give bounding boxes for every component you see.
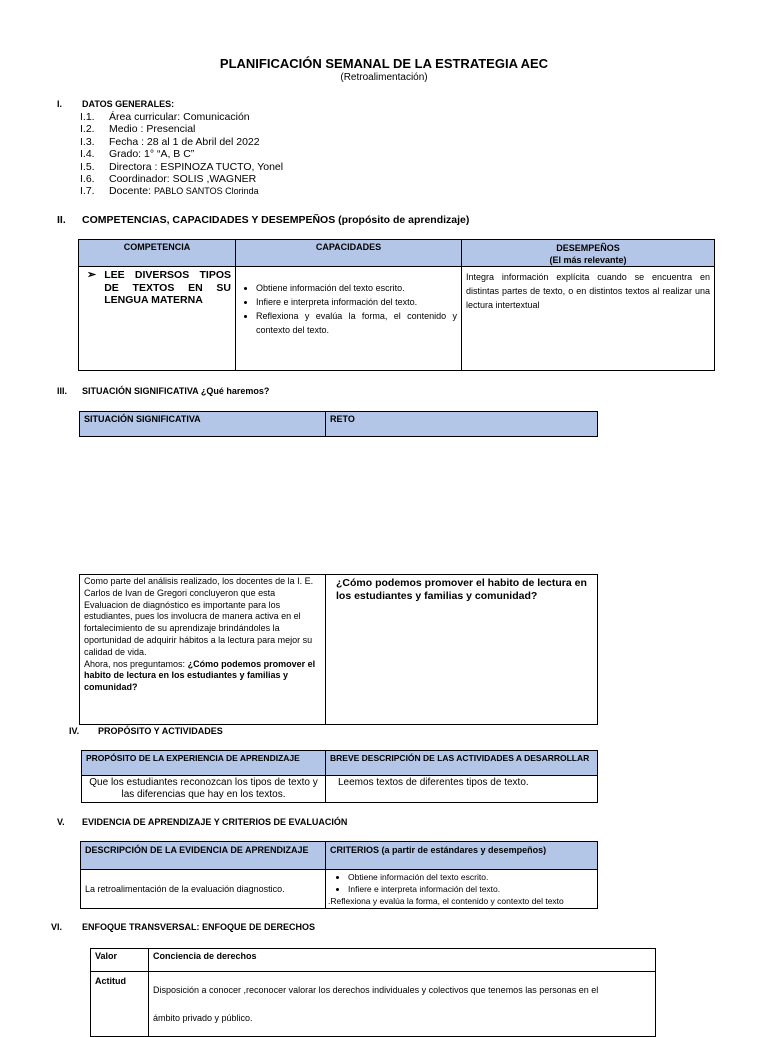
section-3-number: III. [57,386,68,396]
list-item: • Infiere e interpreta información del texto. [348,883,595,895]
section-6-title: ENFOQUE TRANSVERSAL: ENFOQUE DE DERECHOS [82,922,316,932]
criterios-cell [326,870,598,909]
arrow-bullet-icon: ➢ [87,269,97,281]
table-row [82,776,598,803]
general-data-list [80,111,283,198]
evidencia-table [80,841,598,909]
list-item: • Reflexiona y evalúa la forma, el contenido y contexto del texto. [256,309,457,337]
proposito-table [81,750,598,803]
desempeno-cell: Integra información explícita cuando se encuentra en distintas partes de texto, o en distintos textos al realizar una lectura intertextual [462,267,715,371]
header-situacion: SITUACIÓN SIGNIFICATIVA [80,412,326,437]
header-capacidades: CAPACIDADES [236,240,462,267]
table-row [81,870,598,909]
criterio-last: .Reflexiona y evalúa la forma, el contenido y contexto del texto [328,896,564,906]
actitud-value: Disposición a conocer ,reconocer valorar los derechos individuales y colectivos que tenemos las personas en el ámbito privado y público. [149,972,656,1037]
section-4-heading [69,726,768,738]
section-5-title: EVIDENCIA DE APRENDIZAJE Y CRITERIOS DE EVALUACIÓN [82,817,348,827]
section-3-heading [57,386,757,398]
list-item: • Obtiene información del texto escrito. [256,281,457,295]
document-subtitle: (Retroalimentación) [340,72,428,83]
section-1-title: DATOS GENERALES: [82,99,175,109]
section-2-title: COMPETENCIAS, CAPACIDADES Y DESEMPEÑOS (propósito de aprendizaje) [82,214,470,226]
table-header-row [81,842,598,870]
valor-value: Conciencia de derechos [149,949,656,972]
general-data-item: I.5. Directora : ESPINOZA TUCTO, Yonel [80,160,284,173]
section-5-number: V. [57,817,65,827]
header-evidencia: DESCRIPCIÓN DE LA EVIDENCIA DE APRENDIZAJE [81,842,326,870]
valor-label: Valor [91,949,149,972]
competencia-text: LEE DIVERSOS TIPOS DE TEXTOS EN SU LENGUA MATERNA [104,269,231,306]
table-header-row [79,240,715,267]
section-4-title: PROPÓSITO Y ACTIVIDADES [98,726,223,736]
general-data-item: I.7. Docente: PABLO SANTOS Clorinda [80,185,259,198]
situacion-question: ¿Cómo podemos promover el habito de lectura en los estudiantes y familias y comunidad? [84,658,316,693]
general-data-item: I.4. Grado: 1° “A, B C” [80,148,195,161]
section-6-number: VI. [51,922,63,932]
competencia-cell [79,267,236,371]
situacion-cell [80,575,326,725]
situacion-prefix: Ahora, nos preguntamos: [84,658,186,669]
evidencia-cell: La retroalimentación de la evaluación diagnostico. [81,870,326,909]
table-row [91,972,656,1037]
situacion-content-table [79,574,598,725]
section-3-title: SITUACIÓN SIGNIFICATIVA ¿Qué haremos? [82,386,270,396]
section-5-heading [57,817,757,829]
general-data-item: I.2. Medio : Presencial [80,123,196,136]
situacion-text: Como parte del análisis realizado, los docentes de la I. E. Carlos de Ivan de Gregori concluyeron que esta Evaluacion de diagnóstico es importante para los estudiantes, pues los involucra de manera activa en el fortalecimiento de su aprendizaje brindándoles la oportunidad de adquirir hábitos a la lectura para mejor su calidad de vida. [84,576,314,657]
capacidades-list [240,281,457,337]
capacidades-cell [236,267,462,371]
actividades-cell: Leemos textos de diferentes tipos de texto. [326,776,598,803]
situacion-header-table [79,411,598,437]
header-actividades: BREVE DESCRIPCIÓN DE LAS ACTIVIDADES A DESARROLLAR [326,751,598,776]
section-2-number: II. [57,214,66,226]
section-4-number: IV. [69,726,80,736]
reto-cell: ¿Cómo podemos promover el habito de lectura en los estudiantes y familias y comunidad? [326,575,598,725]
section-6-heading [51,922,751,934]
header-reto: RETO [326,412,598,437]
document-title: PLANIFICACIÓN SEMANAL DE LA ESTRATEGIA AEC [219,56,549,71]
table-header-row [82,751,598,776]
table-header-row [80,412,598,437]
list-item: • Obtiene información del texto escrito. [348,871,595,883]
proposito-cell: Que los estudiantes reconozcan los tipos de texto y las diferencias que hay en los textos. [82,776,326,803]
general-data-item: I.6. Coordinador: SOLIS ,WAGNER [80,173,257,186]
general-data-item: I.1. Área curricular: Comunicación [80,111,250,123]
header-criterios: CRITERIOS (a partir de estándares y desempeños) [326,842,598,870]
table-row [79,267,715,371]
section-1-number: I. [57,99,63,109]
general-data-item: I.3. Fecha : 28 al 1 de Abril del 2022 [80,135,260,148]
table-row [80,575,598,725]
section-2-heading [57,214,757,227]
list-item: • Infiere e interpreta información del texto. [256,295,457,309]
table-row [91,949,656,972]
actitud-label: Actitud [91,972,149,1037]
header-desempenos: DESEMPEÑOS (El más relevante) [462,240,715,267]
header-proposito: PROPÓSITO DE LA EXPERIENCIA DE APRENDIZAJE [82,751,326,776]
section-1-heading [57,99,757,111]
criterios-list [328,871,595,895]
header-competencia: COMPETENCIA [79,240,236,267]
competencias-table [78,239,715,371]
